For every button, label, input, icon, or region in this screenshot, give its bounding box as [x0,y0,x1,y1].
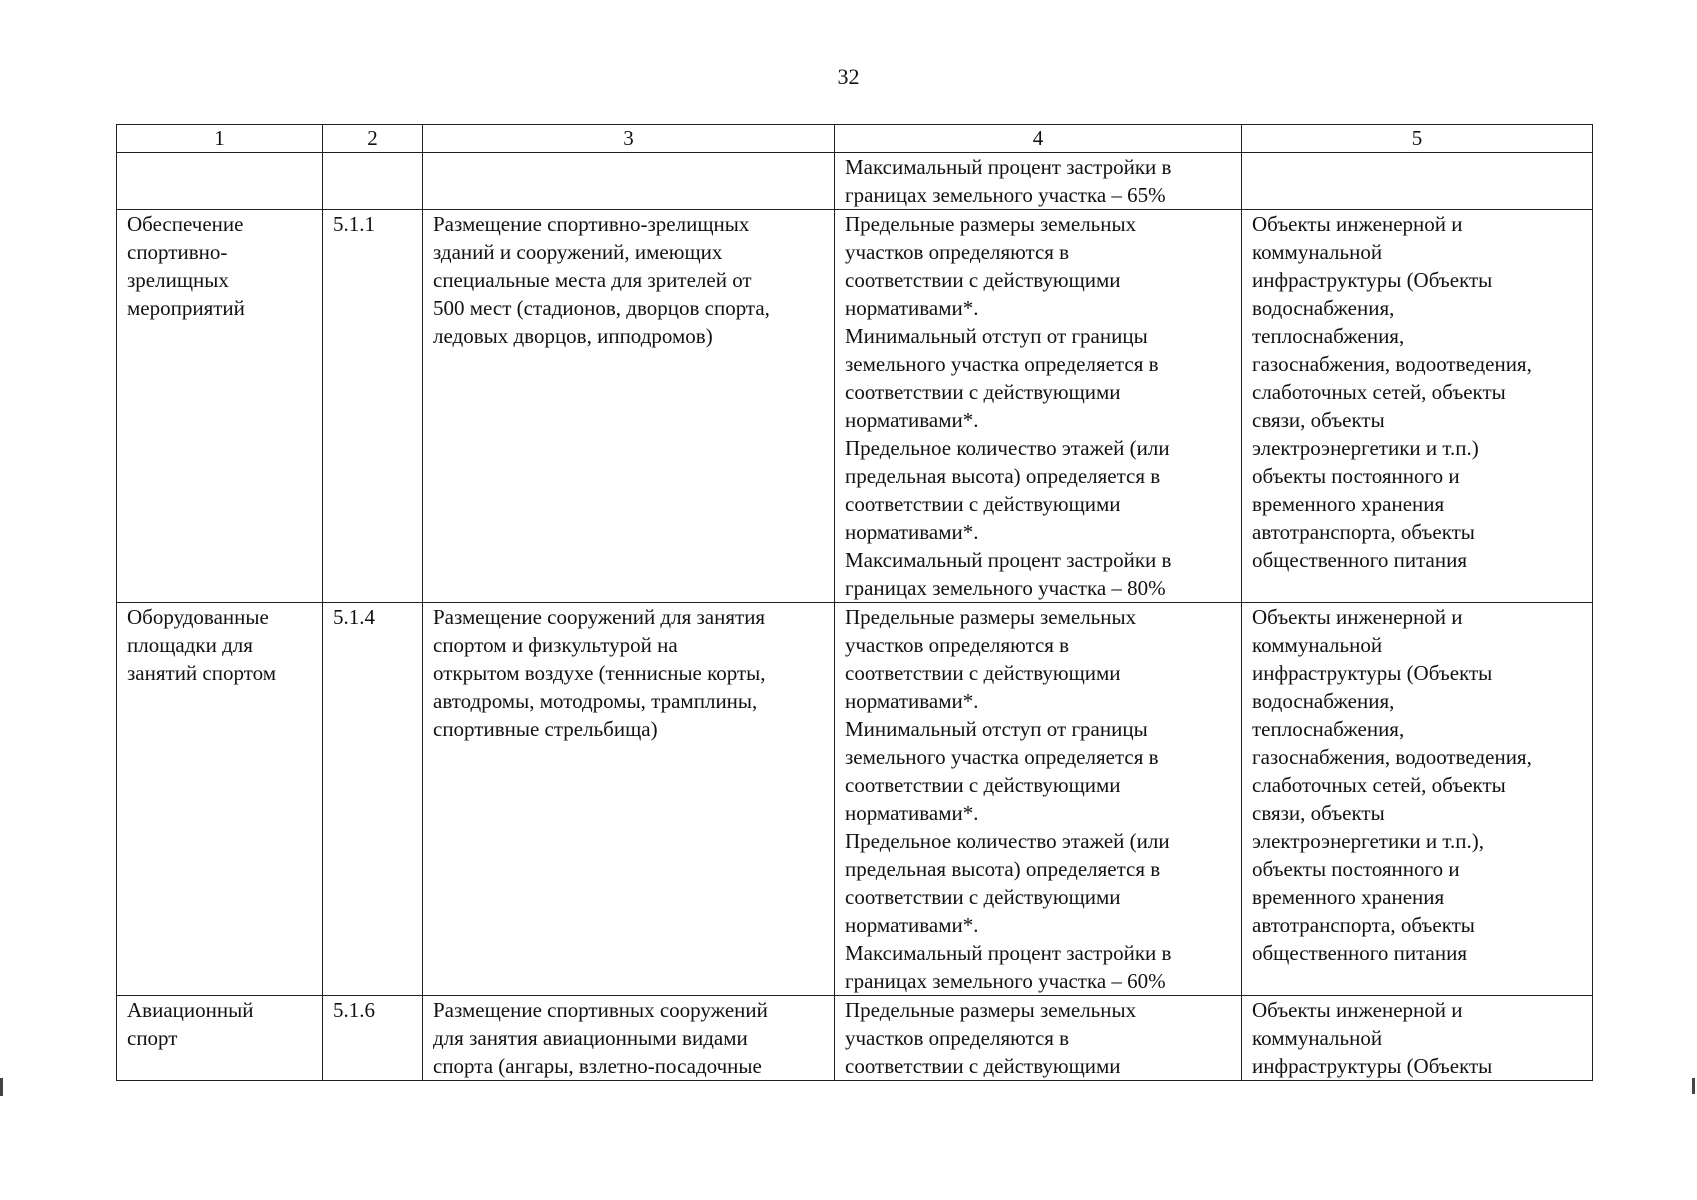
header-cell-2: 2 [323,125,423,153]
page-number: 32 [837,64,860,89]
auxiliary-uses-cell: Объекты инженерной и коммунальной инфраструктуры (Объекты [1242,996,1593,1081]
table-row [117,603,1593,996]
scan-edge-mark-right [1692,1078,1695,1094]
parameters-cell: Предельные размеры земельных участков определяются в соответствии с действующими [835,996,1242,1081]
land-use-code-cell: 5.1.4 [323,603,423,996]
land-use-code-cell [323,153,423,210]
header-cell-1: 1 [117,125,323,153]
land-use-description-cell: Размещение спортивно-зрелищных зданий и сооружений, имеющих специальные места для зрителей от 500 мест (стадионов, дворцов спорта, ледовых дворцов, ипподромов) [423,210,835,603]
auxiliary-uses-cell [1242,153,1593,210]
parameters-cell: Предельные размеры земельных участков определяются в соответствии с действующими нормативами*. Минимальный отступ от границы земельного участка определяется в соответствии с действующими нормативами*. Предельное количество этажей (или предельная высота) определяется в соответствии с действующими нормативами*. Максимальный процент застройки в границах земельного участка – 80% [835,210,1242,603]
land-use-description-cell: Размещение сооружений для занятия спортом и физкультурой на открытом воздухе (теннисные корты, автодромы, мотодромы, трамплины, спортивные стрельбища) [423,603,835,996]
header-cell-4: 4 [835,125,1242,153]
land-use-name-cell: Авиационный спорт [117,996,323,1081]
land-use-name-cell [117,153,323,210]
table-row [117,996,1593,1081]
land-use-description-cell [423,153,835,210]
parameters-cell: Предельные размеры земельных участков определяются в соответствии с действующими нормативами*. Минимальный отступ от границы земельного участка определяется в соответствии с действующими нормативами*. Предельное количество этажей (или предельная высота) определяется в соответствии с действующими нормативами*. Максимальный процент застройки в границах земельного участка – 60% [835,603,1242,996]
land-use-table [116,124,1593,1081]
auxiliary-uses-cell: Объекты инженерной и коммунальной инфраструктуры (Объекты водоснабжения, теплоснабжения, газоснабжения, водоотведения, слаботочных сетей, объекты связи, объекты электроэнергетики и т.п.), объекты постоянного и временного хранения автотранспорта, объекты общественного питания [1242,603,1593,996]
header-cell-5: 5 [1242,125,1593,153]
table-header-row [117,125,1593,153]
land-use-code-cell: 5.1.1 [323,210,423,603]
header-cell-3: 3 [423,125,835,153]
land-use-name-cell: Оборудованные площадки для занятий спортом [117,603,323,996]
land-use-code-cell: 5.1.6 [323,996,423,1081]
parameters-cell: Максимальный процент застройки в границах земельного участка – 65% [835,153,1242,210]
land-use-name-cell: Обеспечение спортивно- зрелищных мероприятий [117,210,323,603]
table-row [117,153,1593,210]
auxiliary-uses-cell: Объекты инженерной и коммунальной инфраструктуры (Объекты водоснабжения, теплоснабжения, газоснабжения, водоотведения, слаботочных сетей, объекты связи, объекты электроэнергетики и т.п.) объекты постоянного и временного хранения автотранспорта, объекты общественного питания [1242,210,1593,603]
land-use-description-cell: Размещение спортивных сооружений для занятия авиационными видами спорта (ангары, взлетно-посадочные [423,996,835,1081]
scan-edge-mark-left [0,1078,3,1096]
table-row [117,210,1593,603]
